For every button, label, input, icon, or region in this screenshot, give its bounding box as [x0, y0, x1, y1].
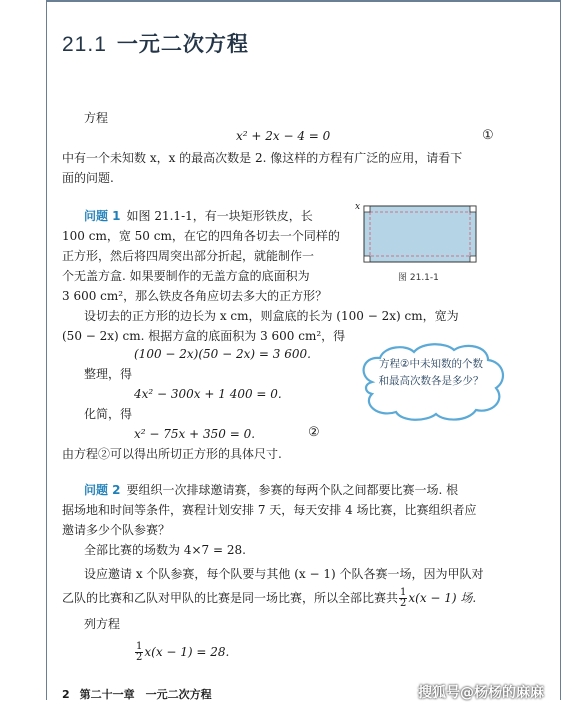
page-number: 2 — [62, 688, 70, 701]
problem1-line-4: 个无盖方盒. 如果要制作的无盖方盒的底面积为 — [62, 269, 310, 283]
solution2-text-3: 乙队的比赛和乙队对甲队的比赛是同一场比赛，所以全部比赛共 — [62, 591, 399, 605]
problem2-text-1: 要组织一次排球邀请赛，参赛的每两个队之间都要比赛一场. 根 — [126, 483, 459, 497]
solution2-line-3 — [62, 588, 476, 609]
problem1-line-5: 3 600 cm²，那么铁皮各角应切去多大的正方形？ — [62, 289, 328, 303]
solution2-text-4: x(x − 1) 场. — [408, 591, 477, 605]
problem2-label: 问题 2 — [84, 483, 121, 497]
problem1-line-2: 100 cm，宽 50 cm，在它的四角各切去一个同样的 — [62, 229, 340, 243]
equation-tag-2: ② — [308, 425, 320, 440]
fraction-half-2: $\frac{1}{2}$ — [136, 641, 143, 663]
page-footer — [62, 686, 212, 702]
page-frame-right — [560, 0, 561, 700]
problem1-text-1: 如图 21.1-1，有一块矩形铁皮，长 — [126, 209, 313, 223]
fraction-half: $\frac{1}{2}$ — [400, 587, 407, 609]
section-title: 一元二次方程 — [116, 32, 249, 56]
solution1-line-4: 化简，得 — [84, 407, 133, 421]
solution1-equation-1: (100 − 2x)(50 − 2x) = 3 600. — [134, 347, 311, 361]
footer-chapter: 第二十一章 一元二次方程 — [79, 688, 212, 701]
problem2-line-1 — [84, 482, 458, 498]
solution2-line-1: 全部比赛的场数为 4×7 = 28. — [84, 543, 246, 557]
problem2-line-3: 邀请多少个队参赛？ — [62, 523, 171, 537]
solution1-equation-3: x² − 75x + 350 = 0. — [134, 427, 256, 441]
solution2-equation — [134, 642, 229, 663]
solution1-equation-2: 4x² − 300x + 1 400 = 0. — [134, 387, 282, 401]
problem2-line-2: 据场地和时间等条件，赛程计划安排 7 天，每天安排 4 场比赛，比赛组织者应 — [62, 503, 477, 517]
section-number: 21.1 — [62, 33, 107, 56]
figure-x-label: x — [355, 202, 361, 212]
intro-equation: x² + 2x − 4 = 0 — [236, 129, 331, 143]
solution2-text-5: x(x − 1) = 28. — [144, 645, 230, 659]
figure-caption: 图 21.1-1 — [398, 273, 439, 283]
problem1-line-1 — [84, 208, 313, 224]
intro-lead: 方程 — [84, 111, 109, 125]
figure-rectangle — [362, 204, 478, 264]
solution1-line-5: 由方程②可以得出所切正方形的具体尺寸. — [62, 447, 282, 461]
watermark: 搜狐号@杨杨的麻麻 — [418, 685, 544, 701]
intro-line-1: 中有一个未知数 x，x 的最高次数是 2. 像这样的方程有广泛的应用，请看下 — [62, 151, 463, 165]
solution1-line-1: 设切去的正方形的边长为 x cm，则盒底的长为 (100 − 2x) cm，宽为 — [84, 309, 459, 323]
problem1-line-3: 正方形，然后将四周突出部分折起，就能制作一 — [62, 249, 315, 263]
problem1-label: 问题 1 — [84, 209, 121, 223]
page-frame-left — [46, 0, 47, 700]
solution2-line-4: 列方程 — [84, 617, 121, 631]
bubble-text: 方程②中未知数的个数和最高次数各是多少？ — [378, 358, 484, 387]
equation-tag-1: ① — [482, 128, 494, 143]
section-heading — [62, 28, 249, 58]
solution2-line-2: 设应邀请 x 个队参赛，每个队要与其他 (x − 1) 个队各赛一场，因为甲队对 — [84, 567, 484, 581]
intro-line-2: 面的问题. — [62, 171, 114, 185]
page-frame-top — [46, 0, 561, 2]
solution1-line-2: (50 − 2x) cm. 根据方盒的底面积为 3 600 cm²，得 — [62, 329, 346, 343]
solution1-line-3: 整理，得 — [84, 367, 133, 381]
